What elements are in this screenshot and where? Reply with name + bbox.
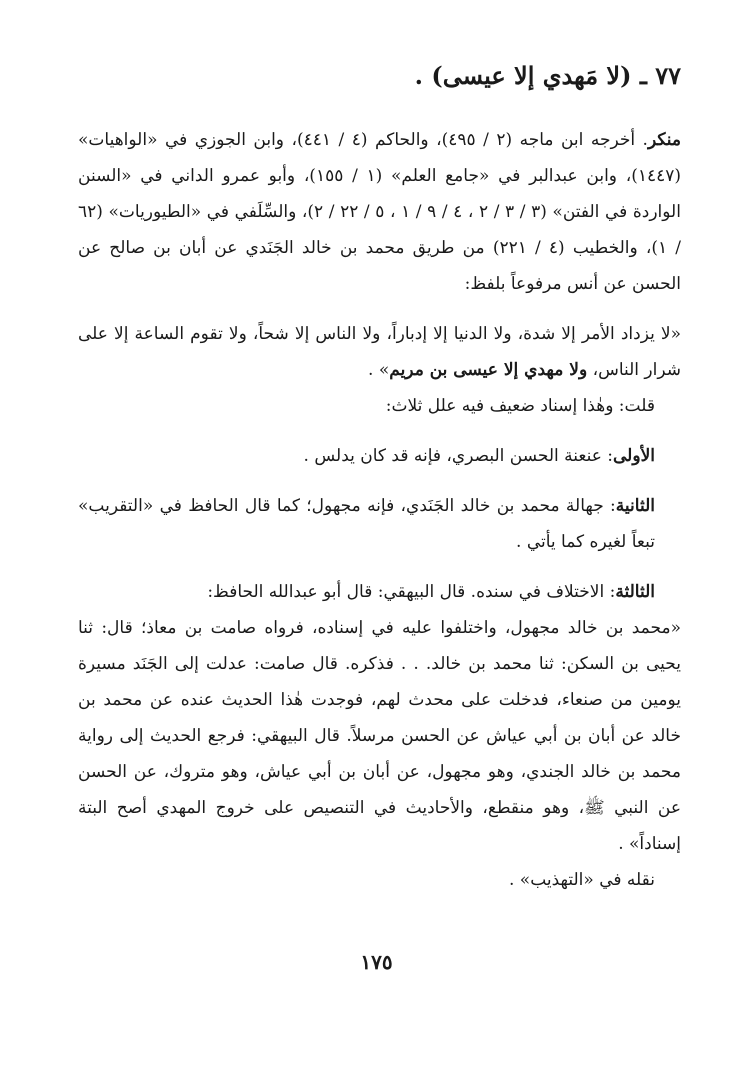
hadith-text-key-phrase: ولا مهدي إلا عيسى بن مريم xyxy=(389,360,588,380)
hadith-heading: ٧٧ ـ (لا مَهدي إلا عيسى) . xyxy=(414,61,681,90)
bayhaqi-quote: «محمد بن خالد مجهول، واختلفوا عليه في إسناده، فرواه صامت بن معاذ؛ قال: ثنا يحيى بن السكن: ثنا محمد بن خالد. . . فذكره. قال صامت: عدلت إلى الجَنَد مسيرة يومين من صنعاء، فدخلت على محدث لهم، فوجدت هٰذا الحديث عنده عن محمد بن خالد عن أبان بن أبي عياش عن الحسن مرسلاً. قال البيهقي: فرجع الحديث إلى رواية محمد بن خالد الجندي، وهو مجهول، عن أبان بن أبي عياش، وهو متروك، عن الحسن عن النبي ﷺ، وهو منقطع، والأحاديث في التنصيص على خروج المهدي أصح البتة إسناداً» . xyxy=(78,618,681,854)
defect-first xyxy=(78,438,681,474)
takhrij-text: . أخرجه ابن ماجه (٢ / ٤٩٥)، والحاكم (٤ / ٤٤١)، وابن الجوزي في «الواهيات» (١٤٤٧)، وابن عبدالبر في «جامع العلم» (١ / ١٥٥)، وأبو عمرو الداني في «السنن الواردة في الفتن» (٣ / ٣ / ٢ ، ٤ / ٩ / ١ ، ٥ / ٢٢ / ٢)، والسِّلَفي في «الطيوريات» (٦٢ / ١)، والخطيب (٤ / ٢٢١) من طريق محمد بن خالد الجَنَدي عن أبان بن صالح عن الحسن عن أنس مرفوعاً بلفظ: xyxy=(78,130,681,294)
hadith-text-end: » . xyxy=(368,360,390,380)
defect-second-text: : جهالة محمد بن خالد الجَنَدي، فإنه مجهول؛ كما قال الحافظ في «التقريب» تبعاً لغيره كما يأتي . xyxy=(78,496,655,552)
page-number: ١٧٥ xyxy=(360,950,393,974)
defect-third-text: : الاختلاف في سنده. قال البيهقي: قال أبو عبدالله الحافظ: xyxy=(207,582,616,602)
defect-second-label: الثانية xyxy=(615,496,655,516)
author-note: قلت: وهٰذا إسناد ضعيف فيه علل ثلاث: xyxy=(385,396,655,416)
hadith-text xyxy=(78,316,681,388)
closing-line: نقله في «التهذيب» . xyxy=(508,870,655,890)
defect-third xyxy=(78,574,681,610)
takhrij-paragraph xyxy=(78,122,681,302)
defect-first-label: الأولى xyxy=(613,446,655,466)
grade-label: منكر xyxy=(647,130,681,150)
hadith-text-body: «لا يزداد الأمر إلا شدة، ولا الدنيا إلا إدباراً، ولا الناس إلا شحاً، ولا تقوم الساعة إلا على شرار الناس، xyxy=(78,324,681,380)
defect-first-text: : عنعنة الحسن البصري، فإنه قد كان يدلس . xyxy=(303,446,614,466)
defect-second xyxy=(78,488,681,560)
defect-third-label: الثالثة xyxy=(615,582,655,602)
